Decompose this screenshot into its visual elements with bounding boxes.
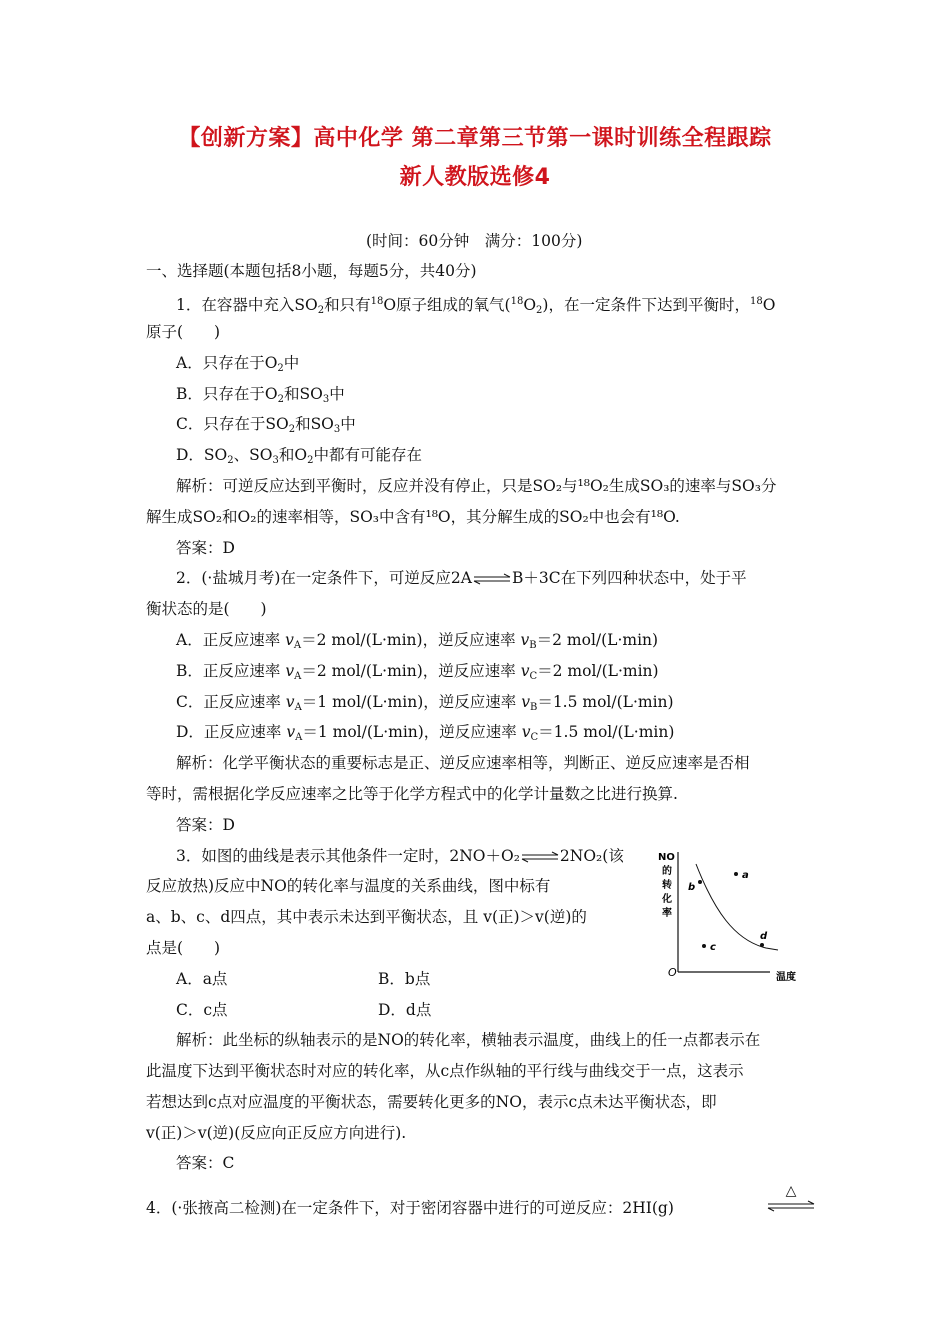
ylabel-0: NO: [658, 852, 675, 863]
heat-symbol: △: [785, 1183, 797, 1199]
heat-reversible-arrow: [766, 1184, 816, 1217]
point-b: [698, 880, 702, 884]
q2-analysis-line2: 等时，需根据化学反应速率之比等于化学方程式中的化学计量数之比进行换算.: [146, 785, 678, 803]
point-d: [760, 943, 764, 947]
q1-analysis-line2: 解生成SO₂和O₂的速率相等，SO₃中含有¹⁸O，其分解生成的SO₂中也会有¹⁸O.: [146, 508, 680, 526]
q3-analysis-line2: 此温度下达到平衡状态时对应的转化率，从c点作纵轴的平行线与曲线交于一点，这表示: [146, 1062, 744, 1080]
point-c: [702, 944, 706, 948]
origin-label: O: [668, 966, 677, 979]
label-d: d: [760, 931, 768, 942]
q1-answer: 答案：D: [176, 539, 235, 557]
q3-stem-line1: 3．如图的曲线是表示其他条件一定时，2NO＋O₂ 2NO₂(该: [176, 847, 624, 865]
q2-option-b: B．正反应速率 $v_A=2$ mol/(L·min)，逆反应速率 $v_C=2$ mol/(L·min): [176, 662, 659, 682]
q1-analysis-line1: 解析：可逆反应达到平衡时，反应并没有停止，只是SO₂与¹⁸O₂生成SO₃的速率与SO₃分: [176, 477, 777, 495]
reversible-arrow-icon: [520, 851, 560, 863]
q3-analysis-line4: v(正)＞v(逆)(反应向正反应方向进行).: [146, 1124, 407, 1142]
q1-stem-line2: 原子( ): [146, 323, 221, 341]
q3-analysis-line1: 解析：此坐标的纵轴表示的是NO的转化率，横轴表示温度，曲线上的任一点都表示在: [176, 1031, 761, 1049]
section-heading: 一、选择题(本题包括8小题，每题5分，共40分): [146, 262, 477, 280]
q2-option-a: A．正反应速率 $v_A=2$ mol/(L·min)，逆反应速率 $v_B=2$ mol/(L·min): [176, 631, 659, 651]
q3-stem-line4: 点是( ): [146, 939, 221, 957]
ylabel-3: 化: [662, 894, 672, 905]
q1-option-d: D．$SO_2$、$SO_3$和$O_2$中都有可能存在: [176, 446, 422, 466]
q2-option-c: C．正反应速率 $v_A=1$ mol/(L·min)，逆反应速率 $v_B=1.5$ mol/(L·min): [176, 693, 674, 713]
q1-option-b: B．只存在于$O_2$和$SO_3$中: [176, 385, 345, 405]
xlabel: 温度: [776, 972, 796, 983]
q3-option-c: C．c点: [176, 1001, 228, 1019]
q3-option-b: B．b点: [378, 970, 431, 988]
page-title-line1: 【创新方案】高中化学 第二章第三节第一课时训练全程跟踪: [178, 126, 772, 151]
q3-option-d: D．d点: [378, 1001, 432, 1019]
q2-analysis-line1: 解析：化学平衡状态的重要标志是正、逆反应速率相等，判断正、逆反应速率是否相: [176, 754, 750, 772]
reversible-arrow-icon: [472, 573, 512, 585]
q2-stem-line1: 2．(·盐城月考)在一定条件下，可逆反应2A B＋3C在下列四种状态中，处于平: [176, 569, 747, 587]
reversible-arrow-icon: [766, 1199, 816, 1213]
q2-option-d: D．正反应速率 $v_A=1$ mol/(L·min)，逆反应速率 $v_C=1.5$ mol/(L·min): [176, 723, 675, 743]
q3-stem-line2: 反应放热)反应中NO的转化率与温度的关系曲线，图中标有: [146, 877, 551, 895]
label-c: c: [710, 942, 716, 953]
point-a: [734, 872, 738, 876]
label-a: a: [742, 870, 749, 881]
conversion-temperature-figure: [654, 848, 810, 992]
q2-stem-line2: 衡状态的是( ): [146, 600, 267, 618]
q1-option-a: A．只存在于$O_2$中: [176, 354, 300, 374]
ylabel-4: 率: [662, 908, 672, 919]
q4-stem: 4．(·张掖高二检测)在一定条件下，对于密闭容器中进行的可逆反应：2HI(g): [146, 1199, 674, 1217]
q1-option-c: C．只存在于$SO_2$和$SO_3$中: [176, 415, 356, 435]
q3-option-a: A．a点: [176, 970, 228, 988]
q3-analysis-line3: 若想达到c点对应温度的平衡状态，需要转化更多的NO，表示c点未达平衡状态，即: [146, 1093, 717, 1111]
page-title-line2: 新人教版选修4: [399, 165, 551, 190]
q2-answer: 答案：D: [176, 816, 235, 834]
q3-stem-line3: a、b、c、d四点，其中表示未达到平衡状态，且 v(正)＞v(逆)的: [146, 908, 587, 926]
q1-stem-line1: 1．在容器中充入$SO_2$和只有$^{18}$O原子组成的氧气$(^{18}O_2)$，在一定条件下达到平衡时，$^{18}$O: [176, 296, 776, 316]
ylabel-1: 的: [662, 866, 672, 877]
ylabel-2: 转: [662, 880, 672, 891]
q3-answer: 答案：C: [176, 1154, 235, 1172]
label-b: b: [688, 882, 696, 893]
time-limit: (时间：60分钟 满分：100分): [366, 232, 583, 250]
